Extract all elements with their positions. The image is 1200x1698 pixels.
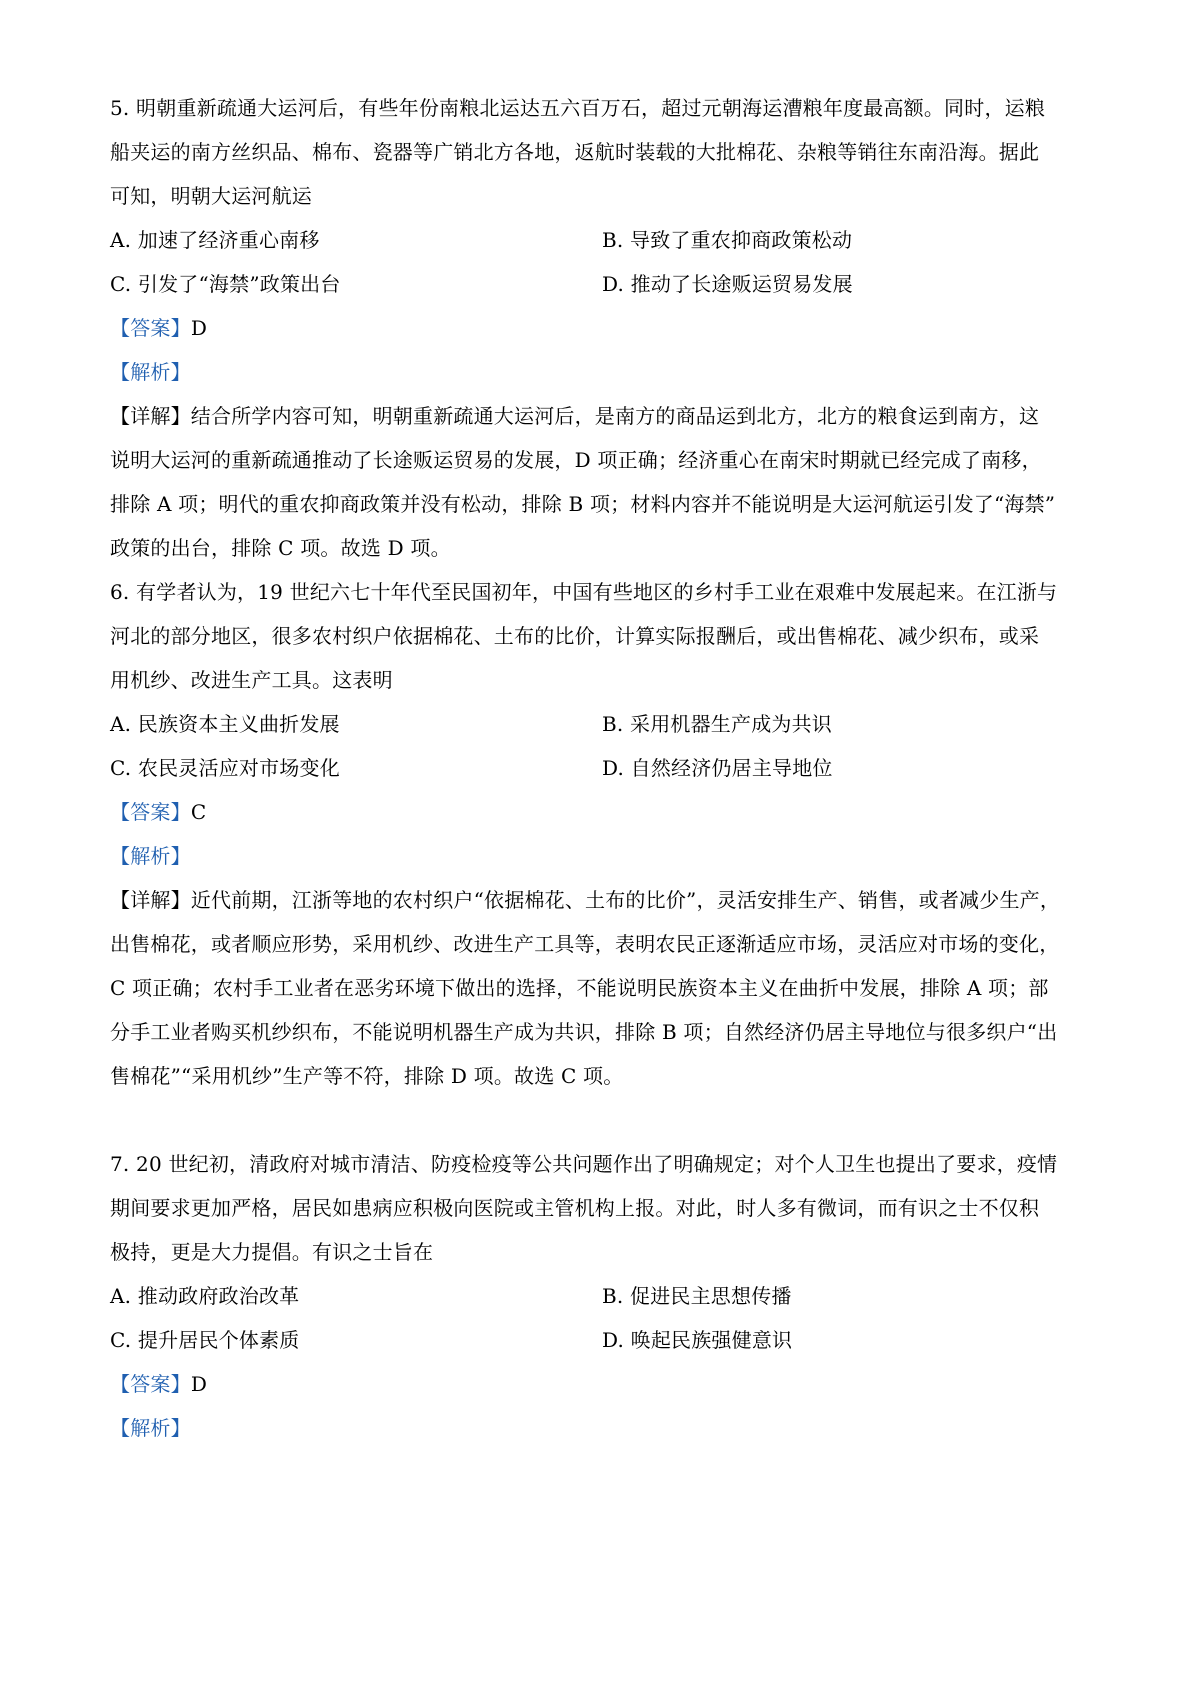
- q6-answer: [110, 799, 206, 825]
- q6-analysis-tag: 【解析】: [110, 844, 191, 868]
- q7-analysis-tag: 【解析】: [110, 1416, 191, 1440]
- q6-answer-letter: C: [190, 800, 207, 824]
- q5-detail-line-2: 说明大运河的重新疏通推动了长途贩运贸易的发展，D 项正确；经济重心在南宋时期就已经完成了南移，: [110, 448, 1042, 472]
- q6-detail-line-2: 出售棉花，或者顺应形势，采用机纱、改进生产工具等，表明农民正逐渐适应市场，灵活应对市场的变化，: [110, 932, 1060, 956]
- q6-option-c: C. 农民灵活应对市场变化: [110, 756, 340, 780]
- q5-analysis-tag: 【解析】: [110, 360, 191, 384]
- q5-detail-line-4: 政策的出台，排除 C 项。故选 D 项。: [110, 536, 451, 560]
- q7-stem-line-2: 期间要求更加严格，居民如患病应积极向医院或主管机构上报。对此，时人多有微词，而有识之士不仅积: [110, 1196, 1040, 1220]
- q5-answer: [110, 315, 207, 341]
- q5-detail-line-1: 【详解】结合所学内容可知，明朝重新疏通大运河后，是南方的商品运到北方，北方的粮食运到南方，这: [110, 404, 1040, 428]
- q6-stem-line-2: 河北的部分地区，很多农村织户依据棉花、土布的比价，计算实际报酬后，或出售棉花、减少织布，或采: [110, 624, 1040, 648]
- q7-answer: [110, 1371, 207, 1397]
- q7-answer-letter: D: [190, 1372, 208, 1396]
- q7-answer-tag: 【答案】: [110, 1372, 191, 1396]
- q6-detail-line-1: 【详解】近代前期，江浙等地的农村织户“依据棉花、土布的比价”，灵活安排生产、销售，或者减少生产，: [110, 888, 1061, 912]
- q7-option-d: D. 唤起民族强健意识: [602, 1328, 793, 1352]
- q6-detail-line-3: C 项正确；农村手工业者在恶劣环境下做出的选择，不能说明民族资本主义在曲折中发展，排除 A 项；部: [110, 976, 1049, 1000]
- q6-stem-line-3: 用机纱、改进生产工具。这表明: [110, 668, 393, 692]
- q7-stem-line-1: 7. 20 世纪初，清政府对城市清洁、防疫检疫等公共问题作出了明确规定；对个人卫生也提出了要求，疫情: [110, 1152, 1058, 1176]
- q5-stem-line-1: 5. 明朝重新疏通大运河后，有些年份南粮北运达五六百万石，超过元朝海运漕粮年度最高额。同时，运粮: [110, 96, 1046, 120]
- q6-option-d: D. 自然经济仍居主导地位: [602, 756, 833, 780]
- q5-option-d: D. 推动了长途贩运贸易发展: [602, 272, 853, 296]
- q6-option-a: A. 民族资本主义曲折发展: [110, 712, 340, 736]
- q7-option-b: B. 促进民主思想传播: [602, 1284, 792, 1308]
- q7-option-a: A. 推动政府政治改革: [110, 1284, 300, 1308]
- q5-answer-tag: 【答案】: [110, 316, 191, 340]
- q6-option-b: B. 采用机器生产成为共识: [602, 712, 833, 736]
- q5-option-c: C. 引发了“海禁”政策出台: [110, 272, 341, 296]
- q7-stem-line-3: 极持，更是大力提倡。有识之士旨在: [110, 1240, 434, 1264]
- q5-stem-line-2: 船夹运的南方丝织品、棉布、瓷器等广销北方各地，返航时装载的大批棉花、杂粮等销往东南沿海。据此: [110, 140, 1040, 164]
- q5-detail-line-3: 排除 A 项；明代的重农抑商政策并没有松动，排除 B 项；材料内容并不能说明是大运河航运引发了“海禁”: [110, 492, 1056, 516]
- q6-detail-line-4: 分手工业者购买机纱织布，不能说明机器生产成为共识，排除 B 项；自然经济仍居主导地位与很多织户“出: [110, 1020, 1058, 1044]
- q5-option-a: A. 加速了经济重心南移: [110, 228, 320, 252]
- q5-stem-line-3: 可知，明朝大运河航运: [110, 184, 312, 208]
- q5-answer-letter: D: [190, 316, 208, 340]
- q7-option-c: C. 提升居民个体素质: [110, 1328, 300, 1352]
- q6-answer-tag: 【答案】: [110, 800, 191, 824]
- q6-detail-line-5: 售棉花”“采用机纱”生产等不符，排除 D 项。故选 C 项。: [110, 1064, 624, 1088]
- q5-option-b: B. 导致了重农抑商政策松动: [602, 228, 853, 252]
- q6-stem-line-1: 6. 有学者认为，19 世纪六七十年代至民国初年，中国有些地区的乡村手工业在艰难中发展起来。在江浙与: [110, 580, 1058, 604]
